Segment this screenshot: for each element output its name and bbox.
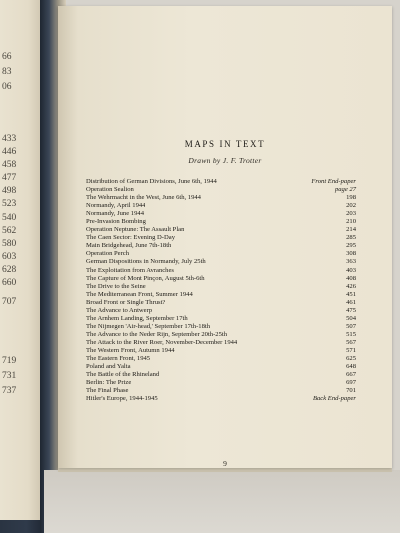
map-entry <box>86 331 356 339</box>
map-entry <box>86 347 356 355</box>
map-entry-page: 667 <box>346 371 356 379</box>
map-entry-title: Normandy, June 1944 <box>86 210 144 218</box>
map-entry-title: The Western Front, Autumn 1944 <box>86 346 175 354</box>
left-page-number: 83 <box>2 67 12 77</box>
map-entry-title: The Eastern Front, 1945 <box>86 355 151 363</box>
page-edge <box>58 468 392 472</box>
map-entry <box>86 194 356 202</box>
map-credit: Drawn by J. F. Trotter <box>188 156 262 165</box>
map-entry-title: Broad Front or Single Thrust? <box>86 298 166 306</box>
map-entry <box>86 267 356 275</box>
map-entry-page: 648 <box>346 363 356 371</box>
map-entry-page: 571 <box>346 346 356 354</box>
left-page-number: 731 <box>2 371 17 381</box>
map-entry-page: Front End-paper <box>311 178 356 185</box>
map-entry-page: 504 <box>346 314 356 322</box>
map-entry-page: 295 <box>346 242 356 250</box>
map-entry <box>86 315 356 323</box>
map-entry-page: 403 <box>346 266 356 274</box>
map-entry-page: 308 <box>346 250 356 258</box>
map-entry-page: 625 <box>346 355 356 363</box>
map-entry-title: The Final Phase <box>86 387 129 395</box>
map-entry <box>86 339 356 347</box>
map-entry <box>86 226 356 234</box>
map-entry <box>86 178 356 186</box>
map-entry <box>86 186 356 194</box>
map-entry <box>86 299 356 307</box>
map-entry-page: 210 <box>346 218 356 226</box>
map-entry-title: The Advance to Antwerp <box>86 306 153 314</box>
map-entry-page: 198 <box>346 194 356 202</box>
map-entry <box>86 250 356 258</box>
map-entry-title: Operation Perch <box>86 250 130 258</box>
map-entry-title: Poland and Yalta <box>86 363 131 371</box>
map-entry-title: Main Bridgehead, June 7th-18th <box>86 242 172 250</box>
table-surface <box>44 470 400 533</box>
map-entry-page: 475 <box>346 306 356 314</box>
map-entry-title: Operation Sealion <box>86 186 134 194</box>
left-page-number: 737 <box>2 386 17 396</box>
right-page <box>58 6 392 468</box>
map-entry-title: The Capture of Mont Pinçon, August 5th-6th <box>86 274 205 282</box>
map-entry <box>86 242 356 250</box>
left-page-number: 719 <box>2 356 17 366</box>
map-entry-page: 203 <box>346 210 356 218</box>
map-entry-title: The Caen Sector: Evening D-Day <box>86 234 175 242</box>
map-entry <box>86 258 356 266</box>
map-entry-page: 567 <box>346 338 356 346</box>
map-entry-title: The Battle of the Rhineland <box>86 371 160 379</box>
left-page-number: 523 <box>2 199 17 209</box>
map-entry <box>86 323 356 331</box>
map-entry-page: 507 <box>346 322 356 330</box>
map-entry <box>86 387 356 395</box>
map-entry-page: 363 <box>346 258 356 266</box>
map-entry-page: 285 <box>346 234 356 242</box>
map-entry-title: Pre-Invasion Bombing <box>86 218 146 226</box>
map-entry <box>86 371 356 379</box>
left-page-number: 477 <box>2 173 17 183</box>
map-entry-title: German Dispositions in Normandy, July 25th <box>86 258 206 266</box>
map-entry-page: 451 <box>346 290 356 298</box>
page-number: 9 <box>223 459 227 468</box>
map-entry-title: The Wehrmacht in the West, June 6th, 1944 <box>86 194 201 202</box>
map-entry-page: Back End-paper <box>312 395 356 403</box>
map-entry <box>86 202 356 210</box>
map-entry-page: 697 <box>346 379 356 387</box>
left-page-number: 603 <box>2 252 17 262</box>
map-entry <box>86 379 356 387</box>
map-entry-page: 461 <box>346 298 356 306</box>
map-entry-page: 701 <box>346 387 356 395</box>
map-entry-title: Berlin: The Prize <box>86 379 132 387</box>
left-page-number: 628 <box>2 265 17 275</box>
map-entry <box>86 210 356 218</box>
map-entry-page: page 27 <box>334 186 356 194</box>
map-entry-title: The Drive to the Seine <box>86 282 146 290</box>
map-entry-title: Hitler's Europe, 1944-1945 <box>86 395 158 403</box>
map-entry <box>86 395 356 403</box>
map-entry-page: 202 <box>346 202 356 210</box>
maps-list <box>86 178 356 403</box>
left-page-number: 06 <box>2 82 12 92</box>
left-page-number: 707 <box>2 297 17 307</box>
map-entry-page: 214 <box>346 226 356 234</box>
map-entry <box>86 307 356 315</box>
map-entry-title: The Arnhem Landing, September 17th <box>86 314 188 322</box>
left-page-number: 433 <box>2 134 17 144</box>
map-entry-title: The Attack to the River Roer, November-December 1944 <box>86 338 238 346</box>
map-entry-title: The Nijmegen 'Air-head,' September 17th-18th <box>86 322 211 330</box>
map-entry-title: The Mediterranean Front, Summer 1944 <box>86 290 193 298</box>
map-entry-page: 426 <box>346 282 356 290</box>
map-entry-title: The Advance to the Neder Rijn, September 20th-25th <box>86 330 227 338</box>
left-page-number: 458 <box>2 160 17 170</box>
left-page-number: 66 <box>2 52 12 62</box>
page-title: MAPS IN TEXT <box>184 139 266 149</box>
left-page-number: 660 <box>2 278 17 288</box>
map-entry <box>86 291 356 299</box>
map-entry <box>86 275 356 283</box>
left-page-number: 540 <box>2 213 17 223</box>
left-page-number: 580 <box>2 239 17 249</box>
map-entry-title: Normandy, April 1944 <box>86 202 146 210</box>
map-entry <box>86 363 356 371</box>
map-entry <box>86 234 356 242</box>
left-page-number: 562 <box>2 226 17 236</box>
map-entry <box>86 283 356 291</box>
map-entry <box>86 355 356 363</box>
left-page-number: 446 <box>2 147 17 157</box>
map-entry-page: 408 <box>346 274 356 282</box>
map-entry-title: The Exploitation from Avranches <box>86 266 174 274</box>
map-entry <box>86 218 356 226</box>
left-page <box>0 0 40 520</box>
map-entry-title: Distribution of German Divisions, June 6th, 1944 <box>86 178 217 185</box>
left-page-number: 498 <box>2 186 17 196</box>
map-entry-title: Operation Neptune: The Assault Plan <box>86 226 185 234</box>
map-entry-page: 515 <box>346 330 356 338</box>
